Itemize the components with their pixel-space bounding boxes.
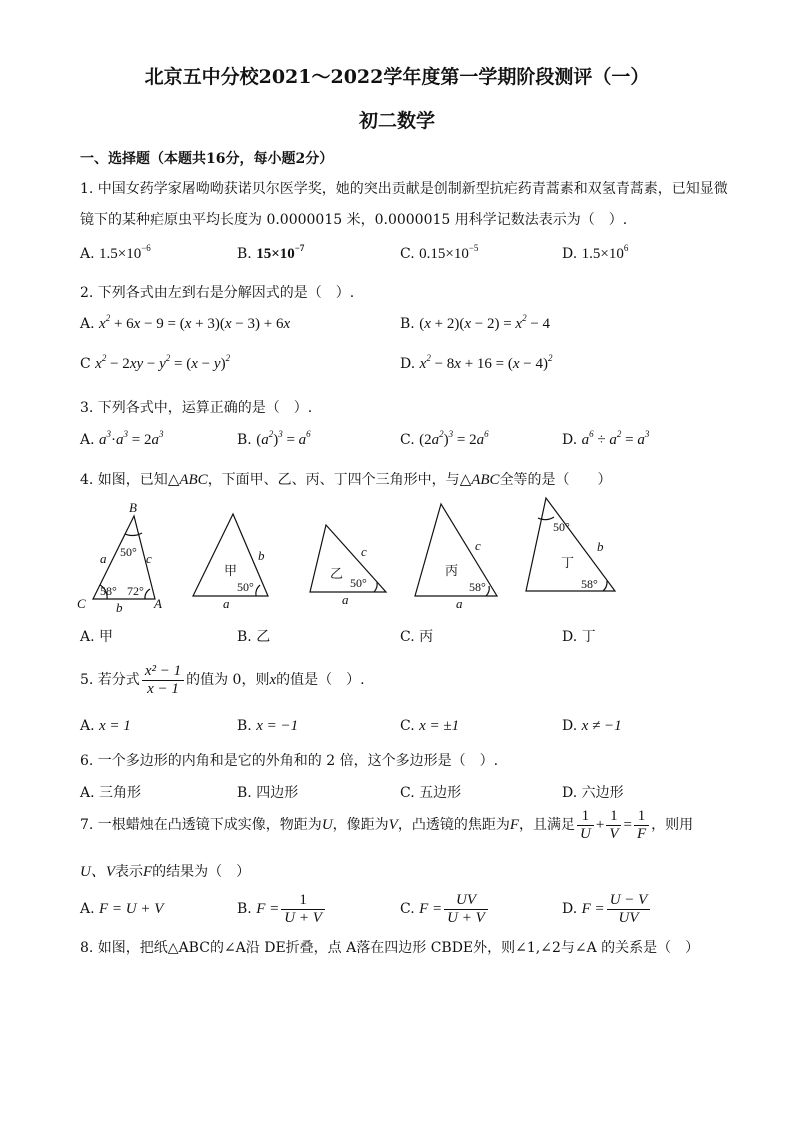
- ding-angle-top: 50°: [553, 520, 570, 534]
- triangle-yi: [310, 525, 386, 592]
- jia-side-b: b: [258, 548, 265, 563]
- q7-option-c[interactable]: C. F = $\frac{UV}{U + V}$: [400, 892, 490, 927]
- bing-name: 丙: [445, 563, 459, 578]
- q1-stem-line2: 镜下的某种疟原虫平均长度为 0.0000015 米，0.0000015 用科学记数法表示为（ ）.: [80, 212, 628, 228]
- q6-stem: 6. 一个多边形的内角和是它的外角和的 2 倍，这个多边形是（ ）.: [80, 753, 499, 769]
- q4-option-b[interactable]: B. 乙: [237, 629, 271, 645]
- triangle-jia: [193, 514, 268, 596]
- jia-side-a: a: [223, 596, 230, 611]
- q5-option-c[interactable]: C. x = ±1: [400, 718, 460, 734]
- q1-option-b[interactable]: B. $15\times 10^{-7}$: [237, 243, 305, 262]
- label-side-b: b: [116, 600, 123, 614]
- q2-stem: 2. 下列各式由左到右是分解因式的是（ ）.: [80, 285, 355, 301]
- q7-option-a[interactable]: A. F = U + V: [80, 901, 164, 917]
- jia-angle: 50°: [237, 580, 254, 594]
- q3-option-a[interactable]: A. $a^3\cdot a^3 = 2a^3$: [80, 429, 164, 448]
- q7-option-d[interactable]: D. F = $\frac{U - V}{UV}$: [562, 892, 652, 927]
- q6-option-a[interactable]: A. 三角形: [80, 785, 142, 801]
- ding-name: 丁: [561, 555, 575, 570]
- q1-stem-line1: 1. 中国女药学家屠呦呦获诺贝尔医学奖，她的突出贡献是创制新型抗疟药青蒿素和双氢青蒿素，已知显微: [80, 181, 728, 197]
- q7-frac-1f: $\frac{1}{F}$: [634, 808, 649, 843]
- ding-side-b: b: [597, 539, 604, 554]
- q3-stem: 3. 下列各式中，运算正确的是（ ）.: [80, 400, 313, 416]
- q5-option-b[interactable]: B. x = −1: [237, 718, 299, 734]
- label-vertex-c: C: [77, 596, 86, 611]
- q3-option-c[interactable]: C. $(2a^2)^3 = 2a^6$: [400, 429, 489, 448]
- q6-option-c[interactable]: C. 五边形: [400, 785, 462, 801]
- q2-option-d[interactable]: D. $x^2 - 8x + 16 = (x - 4)^2$: [400, 353, 553, 372]
- yi-side-c: c: [361, 544, 367, 559]
- q3-option-d[interactable]: D. $a^6 \div a^2 = a^3$: [562, 429, 650, 448]
- ding-angle-right: 58°: [581, 577, 598, 591]
- q5-option-d[interactable]: D. x ≠ −1: [562, 718, 622, 734]
- label-side-a: a: [100, 551, 107, 566]
- q4-stem: 4. 如图，已知△ABC，下面甲、乙、丙、丁四个三角形中，与△ABC全等的是（ ）: [80, 472, 612, 488]
- yi-angle: 50°: [350, 576, 367, 590]
- angle-a-label: 72°: [127, 584, 144, 598]
- angle-b-label: 50°: [120, 545, 137, 559]
- q2-option-a[interactable]: A. $x^2 + 6x - 9 = (x + 3)(x - 3) + 6x$: [80, 313, 291, 332]
- q1-option-c[interactable]: C. $0.15\times 10^{-5}$: [400, 243, 479, 262]
- yi-side-a: a: [342, 592, 349, 607]
- q1-option-d[interactable]: D. $1.5\times 10^6$: [562, 243, 629, 262]
- q5-option-a[interactable]: A. x = 1: [80, 718, 131, 734]
- label-vertex-b: B: [129, 500, 137, 515]
- q2-option-c[interactable]: C $x^2 - 2xy - y^2 = (x - y)^2$: [80, 353, 231, 372]
- section-heading: 一、选择题（本题共16分，每小题2分）: [80, 151, 334, 167]
- angle-c-label: 58°: [100, 584, 117, 598]
- label-side-c: c: [146, 551, 152, 566]
- q5-stem: 5. 若分式 $\frac{\text{x² − 1}}{x - 1}$ 的值为 0，则x的值是（ ）.: [80, 663, 365, 697]
- page-subtitle: 初二数学: [358, 110, 435, 132]
- q7-stem-line2: U、V表示F的结果为（ ）: [80, 864, 251, 880]
- bing-angle: 58°: [469, 580, 486, 594]
- label-vertex-a: A: [154, 596, 162, 611]
- q8-stem: 8. 如图，把纸△ABC的∠A沿 DE折叠，点 A落在四边形 CBDE外，则∠1,∠2与∠A 的关系是（ ）: [80, 940, 700, 956]
- q4-option-d[interactable]: D. 丁: [562, 629, 596, 645]
- q7-option-b[interactable]: B. F = $\frac{1}{U + V}$: [237, 892, 327, 927]
- q2-option-b[interactable]: B. $(x + 2)(x - 2) = x^2 - 4$: [400, 313, 551, 332]
- bing-side-a: a: [456, 596, 463, 611]
- jia-name: 甲: [224, 563, 238, 578]
- q4-triangles-figure: [70, 496, 630, 614]
- q6-option-d[interactable]: D. 六边形: [562, 785, 624, 801]
- q7-frac-1u: $\frac{1}{U}$: [577, 808, 594, 843]
- yi-name: 乙: [330, 566, 344, 581]
- q3-option-b[interactable]: B. $(a^2)^3 = a^6$: [237, 429, 311, 448]
- page-title: 北京五中分校2021～2022学年度第一学期阶段测评（一）: [144, 66, 650, 88]
- q1-option-a[interactable]: A. $1.5\times 10^{-6}$: [80, 243, 151, 262]
- q4-option-a[interactable]: A. 甲: [80, 629, 114, 645]
- bing-side-c: c: [475, 538, 481, 553]
- q7-stem-line1: 7. 一根蜡烛在凸透镜下成实像，物距为U，像距为V，凸透镜的焦距为F，且满足 $\frac{1}{U}$ + $\frac{1}{V}$ = $\frac{1}{F}$ ，则用: [80, 808, 694, 842]
- q5-fraction: $\frac{\text{x² − 1}}{x - 1}$: [142, 663, 184, 698]
- q7-frac-1v: $\frac{1}{V}$: [606, 808, 621, 843]
- q6-option-b[interactable]: B. 四边形: [237, 785, 299, 801]
- q4-option-c[interactable]: C. 丙: [400, 629, 434, 645]
